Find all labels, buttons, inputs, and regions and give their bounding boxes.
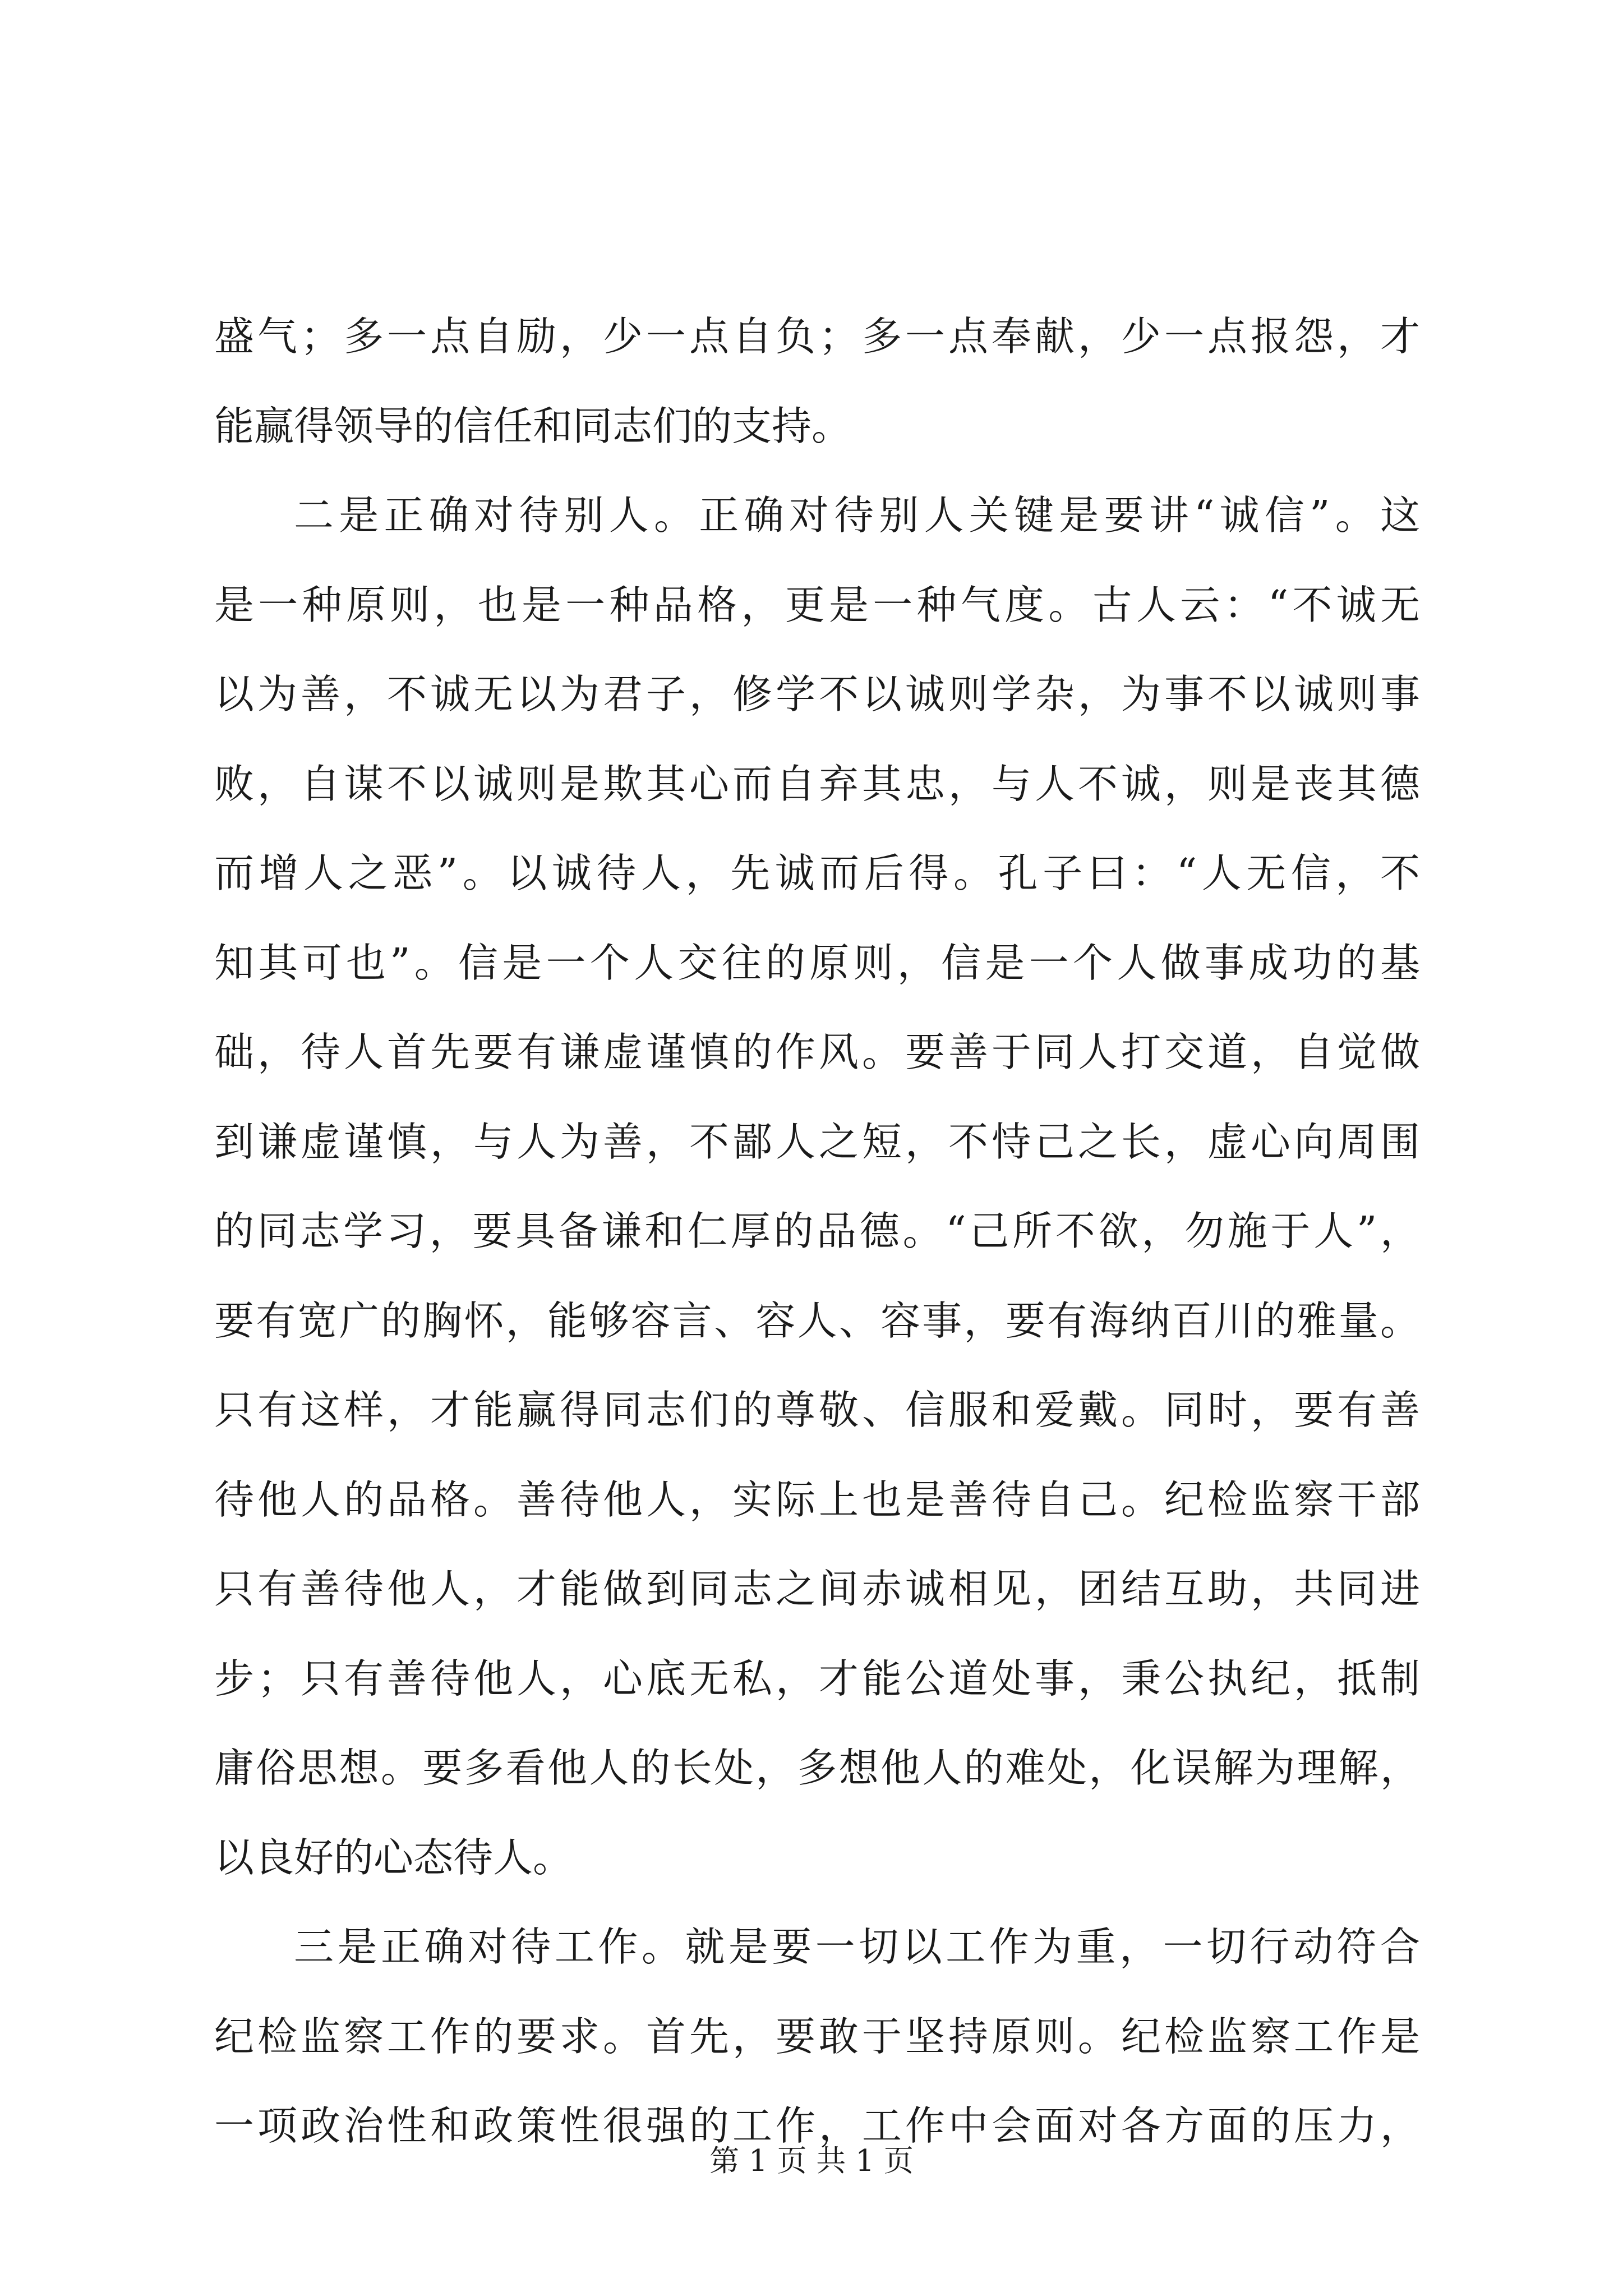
text-line: 只有这样，才能赢得同志们的尊敬、信服和爱戴。同时，要有善	[214, 1387, 1420, 1433]
text-line: 到谦虚谨慎，与人为善，不鄙人之短，不恃己之长，虚心向周围	[214, 1118, 1420, 1165]
body-text	[214, 292, 1420, 2171]
text-line: 而增人之恶”。以诚待人，先诚而后得。孔子曰：“人无信，不	[214, 850, 1420, 896]
text-line: 能赢得领导的信任和同志们的支持。	[214, 402, 852, 449]
text-line: 一项政治性和政策性很强的工作，工作中会面对各方面的压力，	[214, 2102, 1420, 2149]
page-footer: 第 1 页 共 1 页	[709, 2144, 914, 2178]
text-line: 步；只有善待他人，心底无私，才能公道处事，秉公执纪，抵制	[214, 1655, 1420, 1702]
text-line: 待他人的品格。善待他人，实际上也是善待自己。纪检监察干部	[214, 1476, 1420, 1523]
text-line: 二是正确对待别人。正确对待别人关键是要讲“诚信”。这	[294, 492, 1420, 539]
text-line: 的同志学习，要具备谦和仁厚的品德。“己所不欲，勿施于人”，	[214, 1208, 1420, 1254]
text-line: 三是正确对待工作。就是要一切以工作为重，一切行动符合	[294, 1924, 1420, 1970]
text-line: 盛气；多一点自励，少一点自负；多一点奉献，少一点报怨，才	[214, 313, 1420, 360]
text-line: 败，自谋不以诚则是欺其心而自弃其忠，与人不诚，则是丧其德	[214, 760, 1420, 807]
text-line: 只有善待他人，才能做到同志之间赤诚相见，团结互助，共同进	[214, 1566, 1420, 1612]
text-line: 是一种原则，也是一种品格，更是一种气度。古人云：“不诚无	[214, 581, 1420, 628]
text-line: 知其可也”。信是一个人交往的原则，信是一个人做事成功的基	[214, 939, 1420, 986]
text-line: 要有宽广的胸怀，能够容言、容人、容事，要有海纳百川的雅量。	[214, 1297, 1420, 1344]
text-line: 庸俗思想。要多看他人的长处，多想他人的难处，化误解为理解，	[214, 1745, 1420, 1791]
text-line: 纪检监察工作的要求。首先，要敢于坚持原则。纪检监察工作是	[214, 2013, 1420, 2060]
text-line: 础，待人首先要有谦虚谨慎的作风。要善于同人打交道，自觉做	[214, 1029, 1420, 1075]
text-line: 以良好的心态待人。	[214, 1834, 573, 1881]
text-line: 以为善，不诚无以为君子，修学不以诚则学杂，为事不以诚则事	[214, 671, 1420, 717]
